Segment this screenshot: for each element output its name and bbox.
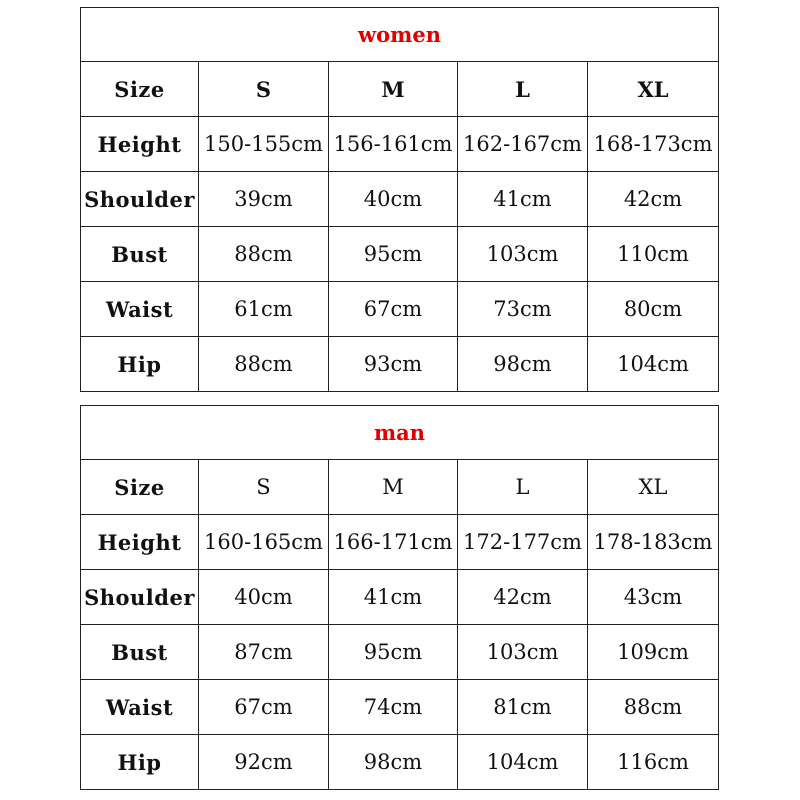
- man-hip-label: Hip: [81, 735, 199, 790]
- man-waist-xl: 88cm: [588, 680, 719, 735]
- man-height-s: 160-165cm: [199, 515, 329, 570]
- women-hip-label: Hip: [81, 337, 199, 392]
- man-header-row: [81, 460, 719, 515]
- women-bust-label: Bust: [81, 227, 199, 282]
- man-height-xl: 178-183cm: [588, 515, 719, 570]
- women-shoulder-label: Shoulder: [81, 172, 199, 227]
- women-hip-s: 88cm: [199, 337, 329, 392]
- women-height-s: 150-155cm: [199, 117, 329, 172]
- man-size-header-s: S: [199, 460, 329, 515]
- women-size-header-m: M: [329, 62, 458, 117]
- women-row-bust: [81, 227, 719, 282]
- man-shoulder-xl: 43cm: [588, 570, 719, 625]
- man-row-shoulder: [81, 570, 719, 625]
- women-height-l: 162-167cm: [458, 117, 588, 172]
- women-waist-label: Waist: [81, 282, 199, 337]
- women-size-header-xl: XL: [588, 62, 719, 117]
- women-waist-m: 67cm: [329, 282, 458, 337]
- man-size-table: [80, 405, 719, 790]
- women-header-row: [81, 62, 719, 117]
- women-size-header-s: S: [199, 62, 329, 117]
- man-shoulder-l: 42cm: [458, 570, 588, 625]
- man-shoulder-s: 40cm: [199, 570, 329, 625]
- women-waist-xl: 80cm: [588, 282, 719, 337]
- man-size-header-xl: XL: [588, 460, 719, 515]
- women-height-m: 156-161cm: [329, 117, 458, 172]
- man-height-label: Height: [81, 515, 199, 570]
- women-row-shoulder: [81, 172, 719, 227]
- man-waist-m: 74cm: [329, 680, 458, 735]
- man-row-waist: [81, 680, 719, 735]
- man-bust-xl: 109cm: [588, 625, 719, 680]
- women-hip-l: 98cm: [458, 337, 588, 392]
- man-waist-s: 67cm: [199, 680, 329, 735]
- women-shoulder-m: 40cm: [329, 172, 458, 227]
- man-hip-s: 92cm: [199, 735, 329, 790]
- man-shoulder-m: 41cm: [329, 570, 458, 625]
- women-waist-l: 73cm: [458, 282, 588, 337]
- man-caption-row: [81, 406, 719, 460]
- women-row-hip: [81, 337, 719, 392]
- man-waist-label: Waist: [81, 680, 199, 735]
- women-waist-s: 61cm: [199, 282, 329, 337]
- man-size-header-label: Size: [81, 460, 199, 515]
- women-hip-m: 93cm: [329, 337, 458, 392]
- man-row-bust: [81, 625, 719, 680]
- women-height-label: Height: [81, 117, 199, 172]
- man-bust-m: 95cm: [329, 625, 458, 680]
- women-height-xl: 168-173cm: [588, 117, 719, 172]
- women-hip-xl: 104cm: [588, 337, 719, 392]
- man-size-header-l: L: [458, 460, 588, 515]
- man-size-header-m: M: [329, 460, 458, 515]
- man-height-m: 166-171cm: [329, 515, 458, 570]
- man-hip-m: 98cm: [329, 735, 458, 790]
- man-shoulder-label: Shoulder: [81, 570, 199, 625]
- women-table-caption: women: [81, 8, 719, 62]
- women-shoulder-xl: 42cm: [588, 172, 719, 227]
- women-shoulder-l: 41cm: [458, 172, 588, 227]
- women-row-height: [81, 117, 719, 172]
- man-bust-label: Bust: [81, 625, 199, 680]
- women-shoulder-s: 39cm: [199, 172, 329, 227]
- man-bust-l: 103cm: [458, 625, 588, 680]
- man-bust-s: 87cm: [199, 625, 329, 680]
- man-waist-l: 81cm: [458, 680, 588, 735]
- women-size-header-l: L: [458, 62, 588, 117]
- women-size-header-label: Size: [81, 62, 199, 117]
- women-row-waist: [81, 282, 719, 337]
- man-table-caption: man: [81, 406, 719, 460]
- women-bust-l: 103cm: [458, 227, 588, 282]
- women-bust-xl: 110cm: [588, 227, 719, 282]
- women-size-table: [80, 7, 719, 392]
- women-bust-m: 95cm: [329, 227, 458, 282]
- man-hip-l: 104cm: [458, 735, 588, 790]
- man-row-height: [81, 515, 719, 570]
- man-row-hip: [81, 735, 719, 790]
- man-height-l: 172-177cm: [458, 515, 588, 570]
- man-hip-xl: 116cm: [588, 735, 719, 790]
- women-bust-s: 88cm: [199, 227, 329, 282]
- women-caption-row: [81, 8, 719, 62]
